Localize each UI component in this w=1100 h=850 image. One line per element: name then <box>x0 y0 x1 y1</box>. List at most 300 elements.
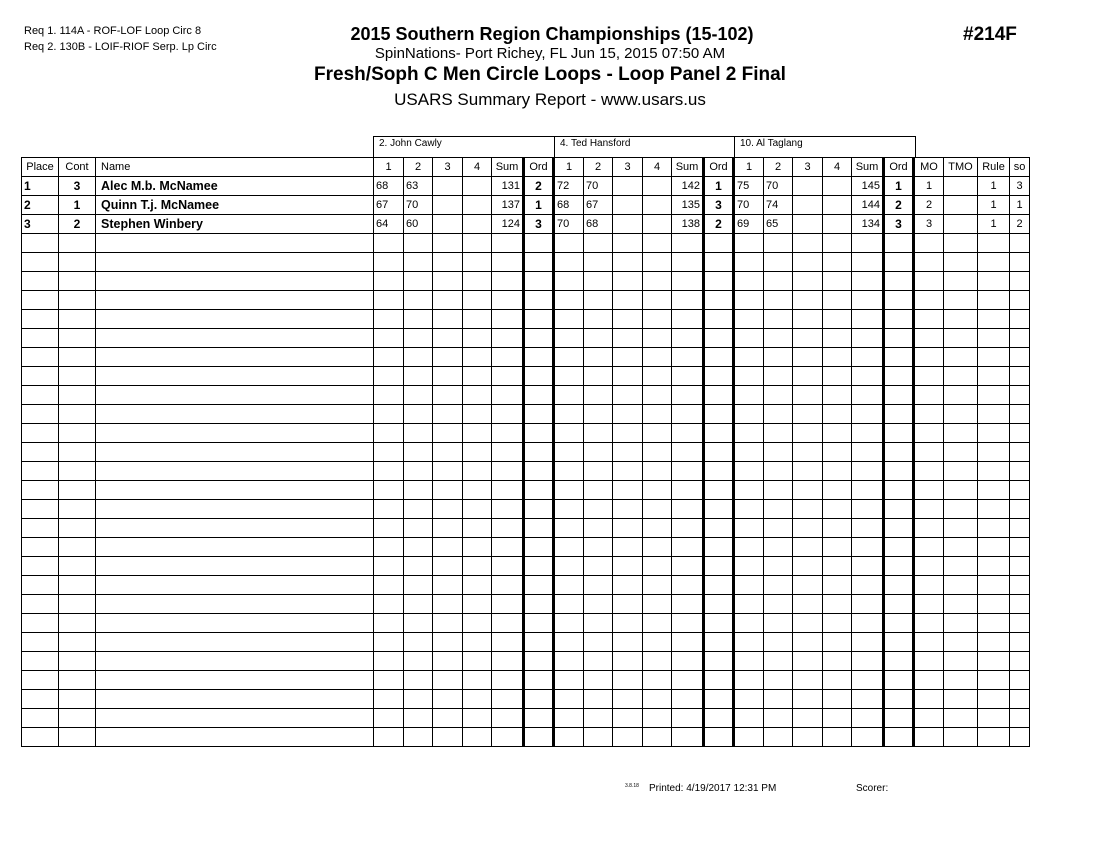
empty-cell <box>764 690 793 709</box>
empty-cell <box>852 405 884 424</box>
empty-cell <box>96 367 374 386</box>
empty-cell <box>914 690 944 709</box>
empty-cell <box>374 519 404 538</box>
empty-row <box>22 234 1030 253</box>
empty-cell <box>852 462 884 481</box>
empty-cell <box>404 367 433 386</box>
empty-cell <box>823 690 852 709</box>
j1-score-3-cell <box>433 215 463 234</box>
empty-cell <box>704 557 734 576</box>
empty-cell <box>704 652 734 671</box>
empty-cell <box>734 576 764 595</box>
empty-row <box>22 405 1030 424</box>
empty-cell <box>734 272 764 291</box>
empty-cell <box>978 386 1010 405</box>
empty-cell <box>96 462 374 481</box>
empty-row <box>22 253 1030 272</box>
empty-cell <box>463 690 492 709</box>
empty-cell <box>374 291 404 310</box>
empty-cell <box>96 386 374 405</box>
empty-cell <box>884 595 914 614</box>
empty-cell <box>704 709 734 728</box>
j2-score-2-cell: 68 <box>584 215 613 234</box>
empty-cell <box>978 538 1010 557</box>
empty-cell <box>584 481 613 500</box>
empty-cell <box>764 595 793 614</box>
j3-score-2-cell: 65 <box>764 215 793 234</box>
empty-cell <box>433 671 463 690</box>
j1-score-4-cell <box>463 196 492 215</box>
empty-cell <box>734 329 764 348</box>
empty-cell <box>374 576 404 595</box>
empty-cell <box>96 424 374 443</box>
empty-cell <box>643 519 672 538</box>
empty-cell <box>1010 310 1030 329</box>
empty-cell <box>96 481 374 500</box>
empty-row <box>22 538 1030 557</box>
empty-cell <box>1010 234 1030 253</box>
empty-cell <box>914 576 944 595</box>
empty-cell <box>734 405 764 424</box>
empty-cell <box>823 405 852 424</box>
empty-cell <box>463 291 492 310</box>
empty-cell <box>584 329 613 348</box>
col-header-j1-ord: Ord <box>524 158 554 177</box>
empty-cell <box>404 633 433 652</box>
empty-cell <box>22 329 59 348</box>
so-cell: 2 <box>1010 215 1030 234</box>
empty-cell <box>524 405 554 424</box>
empty-cell <box>793 519 823 538</box>
judge-header-2: 4. Ted Hansford <box>554 136 735 157</box>
empty-cell <box>59 576 96 595</box>
empty-cell <box>823 519 852 538</box>
empty-cell <box>704 310 734 329</box>
empty-cell <box>643 576 672 595</box>
empty-cell <box>374 310 404 329</box>
empty-row <box>22 652 1030 671</box>
empty-row <box>22 462 1030 481</box>
empty-cell <box>1010 462 1030 481</box>
j1-score-1-cell: 67 <box>374 196 404 215</box>
empty-cell <box>404 709 433 728</box>
empty-cell <box>978 671 1010 690</box>
empty-row <box>22 443 1030 462</box>
empty-cell <box>734 253 764 272</box>
empty-cell <box>884 234 914 253</box>
empty-cell <box>463 500 492 519</box>
empty-cell <box>884 481 914 500</box>
empty-cell <box>492 614 524 633</box>
empty-cell <box>584 500 613 519</box>
empty-cell <box>1010 709 1030 728</box>
empty-cell <box>914 253 944 272</box>
empty-cell <box>404 443 433 462</box>
empty-cell <box>914 652 944 671</box>
j3-ord-cell: 2 <box>884 196 914 215</box>
empty-cell <box>492 234 524 253</box>
empty-cell <box>554 481 584 500</box>
empty-cell <box>22 576 59 595</box>
empty-cell <box>643 595 672 614</box>
empty-cell <box>613 576 643 595</box>
empty-cell <box>22 652 59 671</box>
empty-cell <box>374 443 404 462</box>
empty-cell <box>734 671 764 690</box>
empty-cell <box>884 424 914 443</box>
tmo-cell <box>944 177 978 196</box>
empty-cell <box>764 652 793 671</box>
empty-cell <box>643 405 672 424</box>
empty-cell <box>96 329 374 348</box>
empty-cell <box>734 519 764 538</box>
empty-cell <box>96 652 374 671</box>
empty-cell <box>524 291 554 310</box>
j2-ord-cell: 2 <box>704 215 734 234</box>
empty-cell <box>584 348 613 367</box>
empty-cell <box>823 272 852 291</box>
empty-cell <box>404 728 433 747</box>
empty-cell <box>643 481 672 500</box>
j1-sum-cell: 124 <box>492 215 524 234</box>
empty-cell <box>914 519 944 538</box>
empty-cell <box>1010 557 1030 576</box>
empty-cell <box>433 633 463 652</box>
empty-cell <box>704 329 734 348</box>
empty-cell <box>914 481 944 500</box>
empty-row <box>22 728 1030 747</box>
empty-cell <box>433 462 463 481</box>
empty-cell <box>672 652 704 671</box>
empty-cell <box>22 405 59 424</box>
empty-cell <box>978 595 1010 614</box>
empty-cell <box>914 424 944 443</box>
empty-cell <box>374 253 404 272</box>
empty-cell <box>823 367 852 386</box>
empty-cell <box>613 519 643 538</box>
col-header-j1-4: 4 <box>463 158 492 177</box>
empty-cell <box>1010 652 1030 671</box>
rule-cell: 1 <box>978 177 1010 196</box>
empty-cell <box>944 595 978 614</box>
col-header-name: Name <box>96 158 374 177</box>
empty-cell <box>884 633 914 652</box>
empty-cell <box>734 481 764 500</box>
empty-cell <box>764 538 793 557</box>
empty-cell <box>492 728 524 747</box>
cont-cell: 3 <box>59 177 96 196</box>
empty-cell <box>643 253 672 272</box>
empty-cell <box>22 443 59 462</box>
empty-cell <box>584 557 613 576</box>
empty-row <box>22 576 1030 595</box>
empty-cell <box>852 272 884 291</box>
empty-cell <box>978 690 1010 709</box>
empty-cell <box>643 557 672 576</box>
empty-cell <box>22 481 59 500</box>
col-header-j3-1: 1 <box>734 158 764 177</box>
empty-cell <box>823 291 852 310</box>
empty-cell <box>59 633 96 652</box>
empty-cell <box>96 253 374 272</box>
empty-cell <box>584 272 613 291</box>
empty-cell <box>944 519 978 538</box>
empty-cell <box>492 557 524 576</box>
empty-cell <box>96 272 374 291</box>
empty-cell <box>374 595 404 614</box>
empty-cell <box>978 424 1010 443</box>
empty-cell <box>404 348 433 367</box>
j1-score-3-cell <box>433 177 463 196</box>
empty-cell <box>704 671 734 690</box>
empty-cell <box>1010 576 1030 595</box>
j3-score-1-cell: 70 <box>734 196 764 215</box>
empty-cell <box>404 462 433 481</box>
empty-cell <box>404 519 433 538</box>
empty-cell <box>404 405 433 424</box>
col-header-j2-2: 2 <box>584 158 613 177</box>
header-row <box>22 158 1030 177</box>
col-header-tmo: TMO <box>944 158 978 177</box>
empty-cell <box>704 728 734 747</box>
empty-cell <box>643 272 672 291</box>
empty-cell <box>613 557 643 576</box>
empty-cell <box>764 614 793 633</box>
empty-cell <box>463 253 492 272</box>
empty-cell <box>672 424 704 443</box>
mo-cell: 2 <box>914 196 944 215</box>
empty-cell <box>59 443 96 462</box>
empty-cell <box>524 348 554 367</box>
empty-cell <box>492 595 524 614</box>
empty-cell <box>554 348 584 367</box>
empty-cell <box>374 424 404 443</box>
empty-cell <box>22 253 59 272</box>
empty-cell <box>914 234 944 253</box>
empty-cell <box>823 614 852 633</box>
empty-cell <box>793 500 823 519</box>
empty-cell <box>704 367 734 386</box>
empty-cell <box>914 614 944 633</box>
empty-cell <box>584 386 613 405</box>
place-cell: 1 <box>22 177 59 196</box>
empty-cell <box>463 709 492 728</box>
empty-cell <box>22 310 59 329</box>
empty-cell <box>944 690 978 709</box>
empty-cell <box>914 443 944 462</box>
empty-cell <box>433 595 463 614</box>
empty-cell <box>944 652 978 671</box>
empty-cell <box>554 253 584 272</box>
empty-cell <box>584 709 613 728</box>
empty-cell <box>433 367 463 386</box>
empty-cell <box>492 386 524 405</box>
j3-sum-cell: 145 <box>852 177 884 196</box>
empty-cell <box>1010 386 1030 405</box>
j2-score-1-cell: 72 <box>554 177 584 196</box>
empty-cell <box>764 272 793 291</box>
empty-cell <box>914 310 944 329</box>
j3-score-1-cell: 75 <box>734 177 764 196</box>
empty-cell <box>978 481 1010 500</box>
empty-cell <box>96 234 374 253</box>
empty-cell <box>764 481 793 500</box>
empty-cell <box>914 633 944 652</box>
empty-cell <box>884 253 914 272</box>
empty-cell <box>793 462 823 481</box>
empty-cell <box>704 291 734 310</box>
empty-cell <box>793 386 823 405</box>
empty-cell <box>22 234 59 253</box>
empty-cell <box>59 595 96 614</box>
judge-header-1: 2. John Cawly <box>373 136 555 157</box>
empty-cell <box>524 310 554 329</box>
j3-score-4-cell <box>823 196 852 215</box>
empty-cell <box>404 595 433 614</box>
empty-row <box>22 519 1030 538</box>
place-cell: 2 <box>22 196 59 215</box>
empty-cell <box>554 386 584 405</box>
empty-cell <box>554 462 584 481</box>
empty-cell <box>764 576 793 595</box>
empty-cell <box>734 234 764 253</box>
empty-cell <box>22 614 59 633</box>
empty-cell <box>734 443 764 462</box>
empty-cell <box>59 367 96 386</box>
event-number: #214F <box>963 24 1017 45</box>
empty-cell <box>584 405 613 424</box>
empty-cell <box>852 576 884 595</box>
empty-cell <box>704 386 734 405</box>
empty-cell <box>978 576 1010 595</box>
empty-cell <box>823 709 852 728</box>
empty-cell <box>404 671 433 690</box>
empty-cell <box>672 500 704 519</box>
empty-cell <box>978 310 1010 329</box>
empty-cell <box>492 633 524 652</box>
empty-cell <box>978 462 1010 481</box>
empty-cell <box>433 652 463 671</box>
empty-cell <box>463 671 492 690</box>
empty-cell <box>554 519 584 538</box>
empty-cell <box>433 291 463 310</box>
empty-cell <box>554 424 584 443</box>
j2-sum-cell: 138 <box>672 215 704 234</box>
j1-score-1-cell: 64 <box>374 215 404 234</box>
empty-cell <box>554 500 584 519</box>
j1-score-4-cell <box>463 215 492 234</box>
report-title: USARS Summary Report - www.usars.us <box>394 90 706 109</box>
col-header-so: so <box>1010 158 1030 177</box>
empty-cell <box>374 500 404 519</box>
empty-cell <box>22 348 59 367</box>
empty-cell <box>704 519 734 538</box>
empty-cell <box>59 348 96 367</box>
empty-cell <box>59 728 96 747</box>
empty-cell <box>463 329 492 348</box>
col-header-place: Place <box>22 158 59 177</box>
empty-cell <box>492 348 524 367</box>
empty-cell <box>852 709 884 728</box>
empty-cell <box>643 348 672 367</box>
col-header-j2-4: 4 <box>643 158 672 177</box>
empty-cell <box>884 690 914 709</box>
empty-cell <box>492 329 524 348</box>
empty-cell <box>793 576 823 595</box>
empty-cell <box>793 310 823 329</box>
j2-ord-cell: 1 <box>704 177 734 196</box>
table-row <box>22 177 1030 196</box>
empty-cell <box>914 367 944 386</box>
empty-cell <box>59 671 96 690</box>
empty-cell <box>704 272 734 291</box>
col-header-j2-ord: Ord <box>704 158 734 177</box>
empty-cell <box>22 671 59 690</box>
empty-cell <box>978 557 1010 576</box>
empty-cell <box>613 272 643 291</box>
empty-cell <box>554 557 584 576</box>
col-header-j1-3: 3 <box>433 158 463 177</box>
empty-cell <box>672 481 704 500</box>
empty-cell <box>433 500 463 519</box>
empty-cell <box>584 291 613 310</box>
empty-cell <box>613 253 643 272</box>
j3-ord-cell: 1 <box>884 177 914 196</box>
empty-cell <box>823 671 852 690</box>
col-header-mo: MO <box>914 158 944 177</box>
empty-cell <box>823 253 852 272</box>
empty-cell <box>584 443 613 462</box>
empty-cell <box>643 386 672 405</box>
empty-cell <box>584 234 613 253</box>
empty-cell <box>374 690 404 709</box>
empty-cell <box>884 310 914 329</box>
empty-row <box>22 291 1030 310</box>
empty-cell <box>672 595 704 614</box>
empty-cell <box>704 481 734 500</box>
empty-cell <box>852 234 884 253</box>
empty-cell <box>96 538 374 557</box>
empty-cell <box>59 538 96 557</box>
empty-cell <box>613 234 643 253</box>
empty-cell <box>823 500 852 519</box>
empty-cell <box>914 462 944 481</box>
empty-cell <box>643 310 672 329</box>
empty-cell <box>404 291 433 310</box>
empty-cell <box>492 538 524 557</box>
empty-row <box>22 557 1030 576</box>
empty-cell <box>852 443 884 462</box>
empty-cell <box>613 348 643 367</box>
empty-cell <box>433 614 463 633</box>
empty-cell <box>852 367 884 386</box>
empty-cell <box>884 652 914 671</box>
empty-cell <box>524 367 554 386</box>
empty-cell <box>823 595 852 614</box>
empty-cell <box>944 709 978 728</box>
empty-cell <box>584 652 613 671</box>
empty-cell <box>492 272 524 291</box>
empty-cell <box>764 253 793 272</box>
empty-cell <box>764 709 793 728</box>
version-label: 3.8.18 <box>625 783 639 789</box>
empty-cell <box>914 291 944 310</box>
empty-cell <box>374 538 404 557</box>
empty-cell <box>96 443 374 462</box>
empty-cell <box>672 462 704 481</box>
empty-cell <box>1010 481 1030 500</box>
empty-cell <box>823 557 852 576</box>
